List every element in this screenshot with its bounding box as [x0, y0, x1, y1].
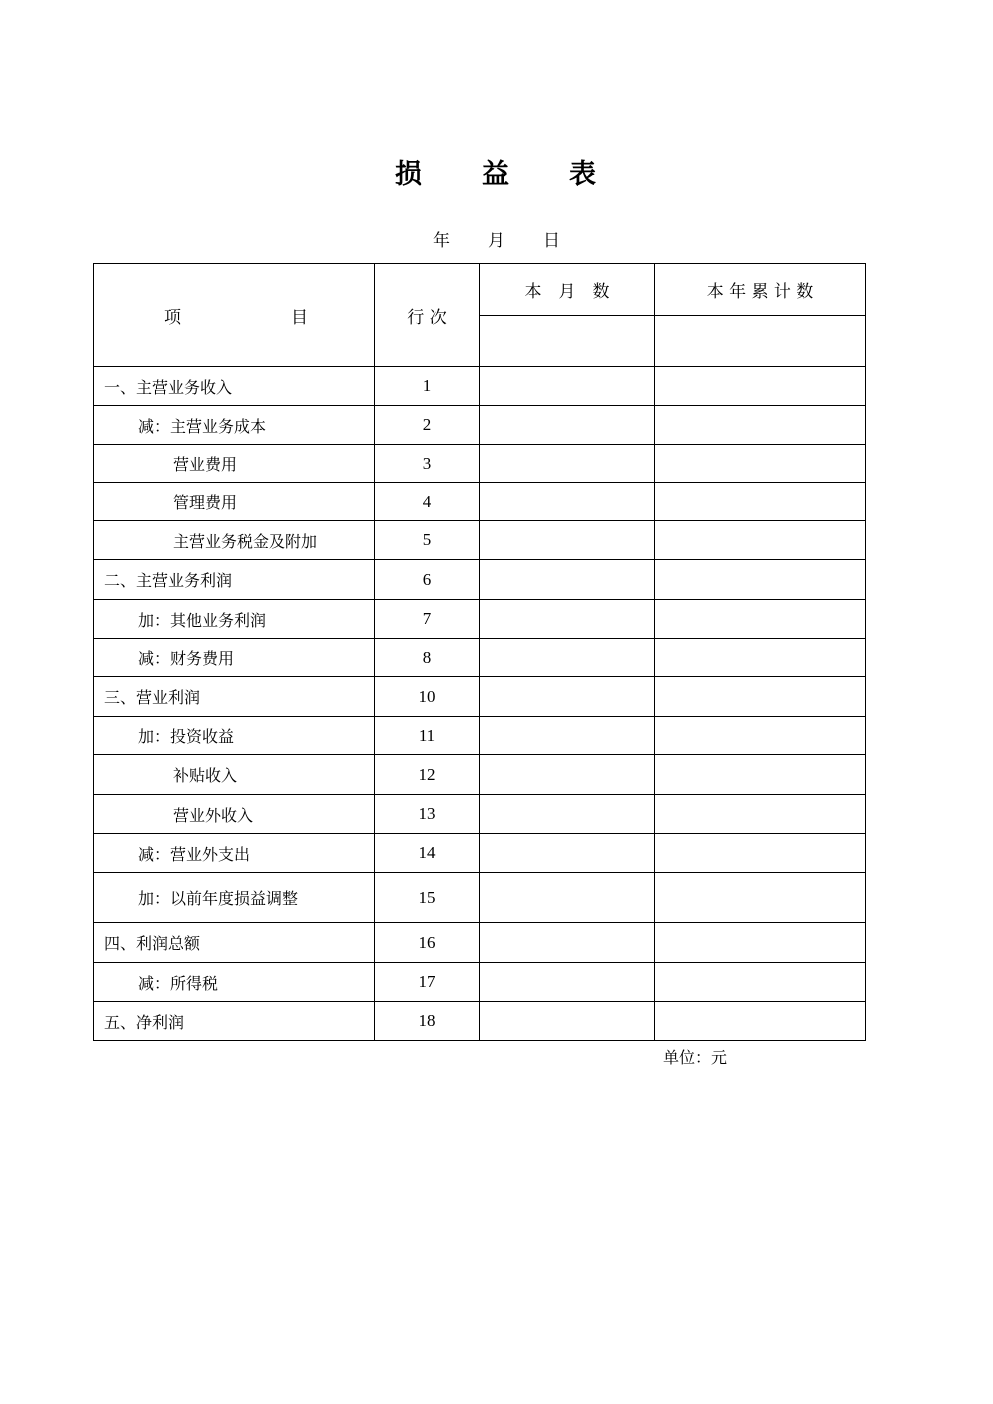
row-item-label: 减：财务费用 — [94, 639, 375, 677]
row-year-to-date-value[interactable] — [655, 367, 866, 406]
row-current-month-value[interactable] — [480, 406, 655, 445]
row-year-to-date-value[interactable] — [655, 445, 866, 483]
table-row — [94, 717, 866, 755]
header-month-blank — [480, 316, 655, 367]
row-current-month-value[interactable] — [480, 834, 655, 873]
header-item — [94, 264, 375, 367]
table-row — [94, 755, 866, 795]
row-current-month-value[interactable] — [480, 483, 655, 521]
row-current-month-value[interactable] — [480, 677, 655, 717]
row-current-month-value[interactable] — [480, 755, 655, 795]
row-item-label: 一、主营业务收入 — [94, 367, 375, 406]
table-row — [94, 600, 866, 639]
header-year-to-date: 本 年 累 计 数 — [655, 264, 866, 316]
row-line-number: 18 — [375, 1002, 480, 1041]
row-line-number: 16 — [375, 923, 480, 963]
table-row — [94, 873, 866, 923]
row-year-to-date-value[interactable] — [655, 1002, 866, 1041]
row-current-month-value[interactable] — [480, 717, 655, 755]
row-year-to-date-value[interactable] — [655, 834, 866, 873]
row-line-number: 2 — [375, 406, 480, 445]
date-month-label: 月 — [488, 231, 505, 251]
row-item-label: 管理费用 — [94, 483, 375, 521]
row-line-number: 15 — [375, 873, 480, 923]
row-year-to-date-value[interactable] — [655, 521, 866, 560]
row-line-number: 13 — [375, 795, 480, 834]
row-current-month-value[interactable] — [480, 923, 655, 963]
table-row — [94, 677, 866, 717]
row-item-label: 加：以前年度损益调整 — [94, 873, 375, 923]
row-line-number: 14 — [375, 834, 480, 873]
table-row — [94, 795, 866, 834]
row-current-month-value[interactable] — [480, 639, 655, 677]
row-year-to-date-value[interactable] — [655, 963, 866, 1002]
row-line-number: 1 — [375, 367, 480, 406]
header-row — [94, 264, 866, 316]
row-current-month-value[interactable] — [480, 560, 655, 600]
row-year-to-date-value[interactable] — [655, 873, 866, 923]
row-current-month-value[interactable] — [480, 445, 655, 483]
date-year-label: 年 — [433, 231, 450, 251]
table-row — [94, 367, 866, 406]
row-line-number: 10 — [375, 677, 480, 717]
row-year-to-date-value[interactable] — [655, 639, 866, 677]
row-year-to-date-value[interactable] — [655, 755, 866, 795]
row-item-label: 三、营业利润 — [94, 677, 375, 717]
report-date — [0, 226, 993, 251]
row-line-number: 6 — [375, 560, 480, 600]
row-item-label: 补贴收入 — [94, 755, 375, 795]
row-year-to-date-value[interactable] — [655, 560, 866, 600]
row-current-month-value[interactable] — [480, 1002, 655, 1041]
row-year-to-date-value[interactable] — [655, 600, 866, 639]
header-current-month: 本 月 数 — [480, 264, 655, 316]
header-line-no: 行 次 — [375, 264, 480, 367]
row-year-to-date-value[interactable] — [655, 795, 866, 834]
income-statement-table — [93, 263, 866, 1041]
table-row — [94, 834, 866, 873]
row-line-number: 3 — [375, 445, 480, 483]
row-item-label: 营业外收入 — [94, 795, 375, 834]
row-year-to-date-value[interactable] — [655, 923, 866, 963]
table-row — [94, 963, 866, 1002]
row-year-to-date-value[interactable] — [655, 717, 866, 755]
page-title: 损 益 表 — [395, 159, 598, 190]
row-line-number: 8 — [375, 639, 480, 677]
row-current-month-value[interactable] — [480, 367, 655, 406]
table-row — [94, 521, 866, 560]
row-item-label: 主营业务税金及附加 — [94, 521, 375, 560]
table-row — [94, 639, 866, 677]
date-day-label: 日 — [543, 231, 560, 251]
header-year-blank — [655, 316, 866, 367]
row-item-label: 加：投资收益 — [94, 717, 375, 755]
unit-label: 单位：元 — [663, 1048, 728, 1067]
table-row — [94, 923, 866, 963]
table-row — [94, 560, 866, 600]
table-row — [94, 445, 866, 483]
row-current-month-value[interactable] — [480, 795, 655, 834]
table-row — [94, 1002, 866, 1041]
header-item-left: 项 — [164, 307, 181, 328]
row-line-number: 11 — [375, 717, 480, 755]
row-year-to-date-value[interactable] — [655, 677, 866, 717]
row-item-label: 加：其他业务利润 — [94, 600, 375, 639]
row-current-month-value[interactable] — [480, 600, 655, 639]
row-item-label: 减：所得税 — [94, 963, 375, 1002]
row-line-number: 17 — [375, 963, 480, 1002]
header-item-right: 目 — [291, 307, 308, 328]
row-line-number: 5 — [375, 521, 480, 560]
row-line-number: 12 — [375, 755, 480, 795]
table-row — [94, 483, 866, 521]
row-item-label: 减：主营业务成本 — [94, 406, 375, 445]
row-item-label: 减：营业外支出 — [94, 834, 375, 873]
row-line-number: 4 — [375, 483, 480, 521]
row-current-month-value[interactable] — [480, 873, 655, 923]
table-row — [94, 406, 866, 445]
row-item-label: 五、净利润 — [94, 1002, 375, 1041]
row-item-label: 营业费用 — [94, 445, 375, 483]
row-current-month-value[interactable] — [480, 521, 655, 560]
row-line-number: 7 — [375, 600, 480, 639]
row-current-month-value[interactable] — [480, 963, 655, 1002]
row-item-label: 二、主营业务利润 — [94, 560, 375, 600]
row-year-to-date-value[interactable] — [655, 483, 866, 521]
row-year-to-date-value[interactable] — [655, 406, 866, 445]
row-item-label: 四、利润总额 — [94, 923, 375, 963]
